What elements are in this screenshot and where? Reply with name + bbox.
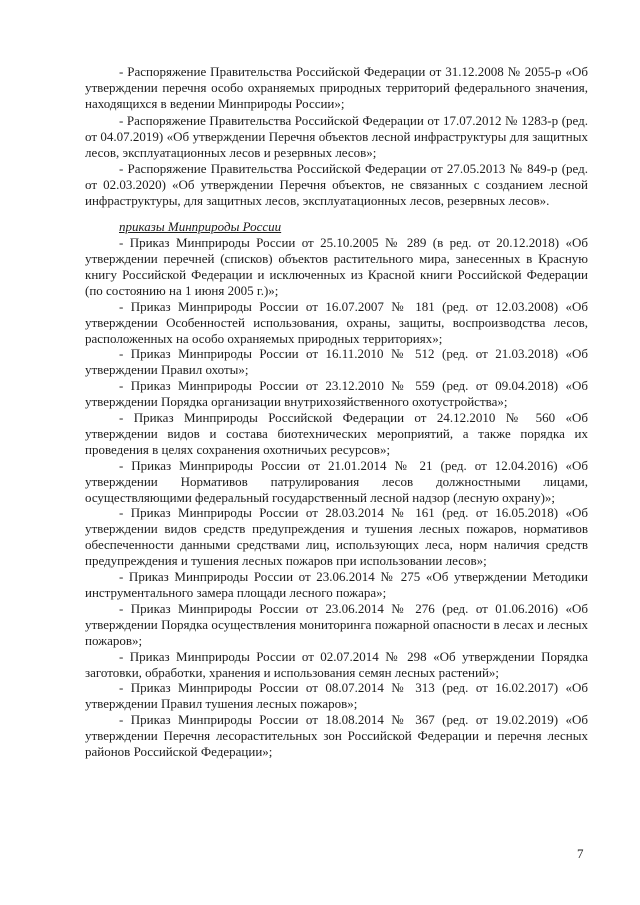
ministry-order-paragraph: - Приказ Минприроды Российской Федерации от 24.12.2010 № 560 «Об утверждении видов и состава биотехнических мероприятий, а также порядка их проведения в целях сохранения охотничьих ресурсов»;: [85, 410, 588, 457]
page-number: 7: [577, 846, 584, 861]
government-order-paragraph: - Распоряжение Правительства Российской Федерации от 17.07.2012 № 1283-р (ред. от 04.07.2019) «Об утверждении Перечня объектов лесной инфраструктуры для защитных лесов, эксплуатационных лесов и резервных лесов»;: [85, 112, 588, 160]
government-order-paragraph: - Распоряжение Правительства Российской Федерации от 27.05.2013 № 849-р (ред. от 02.03.2020) «Об утверждении Перечня объектов, не связанных с созданием лесной инфраструктуры, для защитных лесов, эксплуатационных лесов, резервных лесов».: [85, 161, 588, 209]
page-body: [85, 64, 588, 760]
ministry-order-paragraph: - Приказ Минприроды России от 18.08.2014 № 367 (ред. от 19.02.2019) «Об утверждении Перечня лесорастительных зон Российской Федерации и перечня лесных районов Российской Федерации»;: [85, 712, 588, 760]
ministry-order-paragraph: - Приказ Минприроды России от 23.06.2014 № 275 «Об утверждении Методики инструментального замера площади лесного пожара»;: [85, 569, 588, 600]
ministry-order-paragraph: - Приказ Минприроды России от 16.07.2007 № 181 (ред. от 12.03.2008) «Об утверждении Особенностей использования, охраны, защиты, воспроизводства лесов, расположенных на особо охраняемых природных территориях»;: [85, 298, 588, 346]
section-heading: приказы Минприроды России: [119, 219, 282, 235]
ministry-order-paragraph: - Приказ Минприроды России от 21.01.2014 № 21 (ред. от 12.04.2016) «Об утверждении Нормативов патрулирования лесов должностными лицами, осуществляющими федеральный государственный лесной надзор (лесную охрану)»;: [85, 457, 588, 505]
ministry-order-paragraph: - Приказ Минприроды России от 16.11.2010 № 512 (ред. от 21.03.2018) «Об утверждении Правил охоты»;: [85, 346, 588, 378]
ministry-order-paragraph: - Приказ Минприроды России от 08.07.2014 № 313 (ред. от 16.02.2017) «Об утверждении Правил тушения лесных пожаров»;: [85, 680, 588, 712]
government-order-paragraph: - Распоряжение Правительства Российской Федерации от 31.12.2008 № 2055-р «Об утверждении перечня особо охраняемых природных территорий федерального значения, находящихся в ведении Минприроды России»;: [85, 64, 588, 111]
ministry-order-paragraph: - Приказ Минприроды России от 02.07.2014 № 298 «Об утверждении Порядка заготовки, обработки, хранения и использования семян лесных растений»;: [85, 648, 588, 680]
ministry-order-paragraph: - Приказ Минприроды России от 25.10.2005 № 289 (в ред. от 20.12.2018) «Об утверждении перечней (списков) объектов растительного мира, занесенных в Красную книгу Российской Федерации и исключенных из Красной книги Российской Федерации (по состоянию на 1 июня 2005 г.)»;: [85, 235, 588, 298]
ministry-order-paragraph: - Приказ Минприроды России от 28.03.2014 № 161 (ред. от 16.05.2018) «Об утверждении видов средств предупреждения и тушения лесных пожаров, нормативов обеспеченности данными средствами лиц, использующих леса, норм наличия средств предупреждения и тушения лесных пожаров при использовании лесов»;: [85, 505, 588, 569]
ministry-order-paragraph: - Приказ Минприроды России от 23.12.2010 № 559 (ред. от 09.04.2018) «Об утверждении Порядка организации внутрихозяйственного охотустройства»;: [85, 378, 588, 410]
ministry-order-paragraph: - Приказ Минприроды России от 23.06.2014 № 276 (ред. от 01.06.2016) «Об утверждении Порядка осуществления мониторинга пожарной опасности в лесах и лесных пожаров»;: [85, 600, 588, 648]
